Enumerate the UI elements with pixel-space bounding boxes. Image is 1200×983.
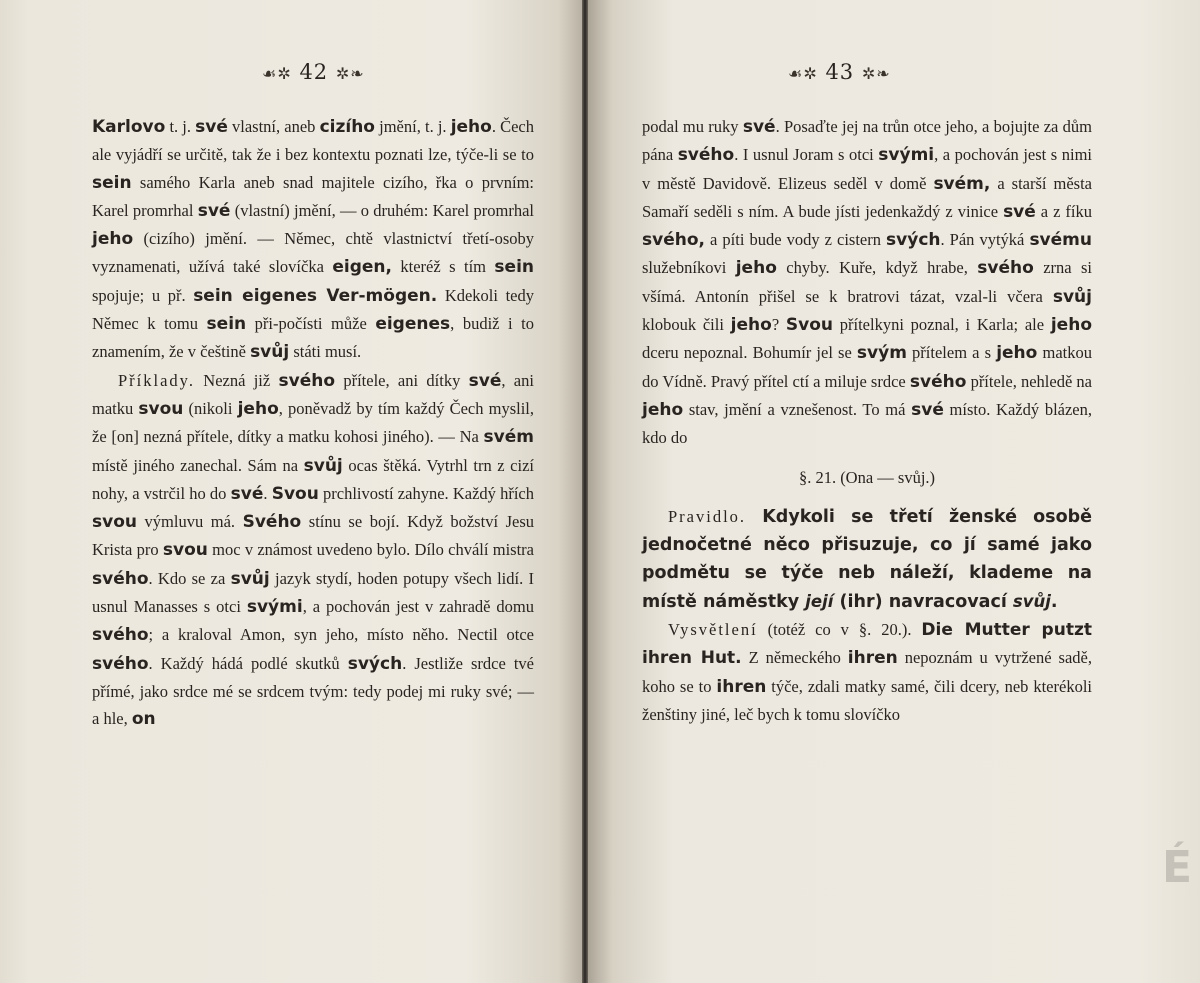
page-number: 42 (299, 60, 329, 84)
edge-mark: É (1161, 842, 1192, 893)
paragraph: Příklady. Nezná již svého přítele, ani dítky své, ani matku svou (nikoli jeho, poněvadž by tím každý Čech myslil, že [on] nezná přítele, dítky a matku kohosi jiného). — Na svém místě jiného zanechal. Sám na svůj ocas štěká. Vytrhl trn z cizí nohy, a vstrčil ho do své. Svou prchlivostí zahyne. Každý hřích svou výmluvu má. Svého stínu se bojí. Když božství Jesu Krista pro svou moc v známost uvedeno bylo. Dílo chválí mistra svého. Kdo se za svůj jazyk stydí, hoden potupy všech lidí. I usnul Manasses s otci svými, a pochován jest v zahradě domu svého; a kraloval Amon, syn jeho, místo něho. Nectil otce svého. Každý hádá podlé skutků svých. Jestliže srdce tvé přímé, jako srdce mé se srdcem tvým: tedy podej mi ruky své; — a hle, on (92, 370, 535, 730)
section-heading: §. 21. (Ona — svůj.) (798, 467, 936, 487)
rule-paragraph: Pravidlo. Kdykoli se třetí ženské osobě jednočetné něco přisuzuje, co jí samé jako podmětu se týče neb náleží, klademe na místě náměstky její (ihr) navracovací svůj. (642, 506, 1092, 612)
right-body-text (642, 113, 1092, 728)
page-header-42 (262, 60, 365, 84)
paragraph: Vysvětlení (totéž co v §. 20.). Die Mutter putzt ihren Hut. Z německého ihren nepoznám u vytržené sadě, koho se to ihren týče, zdali matky samé, čili dcery, neb kterékoli ženštiny jiné, leč bych k tomu slovíčko (642, 620, 1092, 724)
ornament-left-icon: ☙✲ (262, 64, 292, 83)
left-page (0, 0, 582, 983)
paragraph: Karlovo t. j. své vlastní, aneb cizího jmění, t. j. jeho. Čech ale vyjádří se určitě, tak že i bez kontextu poznati lze, týče-li se to sein samého Karla aneb snad majitele cizího, řka o prvním: Karel promrhal své (vlastní) jmění, — o druhém: Karel promrhal jeho (cizího) jmění. — Němec, chtě vlastnictví třetí-osoby vyznamenati, užívá také slovíčka eigen, kteréž s tím sein spojuje; u př. sein eigenes Ver-mögen. Kdekoli tedy Němec k tomu sein při-počísti může eigenes, budiž i to znamením, že v češtině svůj státi musí. (92, 117, 534, 363)
ornament-right-icon: ✲❧ (335, 64, 365, 83)
paragraph: podal mu ruky své. Posaďte jej na trůn otce jeho, a bojujte za dům pána svého. I usnul Joram s otci svými, a pochován jest s nimi v městě Davidově. Elizeus seděl v domě svém, a starší města Samaří seděli s ním. A bude jísti jedenkaždý z vinice své a z fíku svého, a píti bude vody z cistern svých. Pán vytýká svému služebníkovi jeho chyby. Kuře, když hrabe, svého zrna si všímá. Antonín přišel se k bratrovi tázat, vzal-li včera svůj klobouk čili jeho? Svou přítelkyni poznal, i Karla; ale jeho dceru nepoznal. Bohumír jel se svým přítelem a s jeho matkou do Vídně. Pravý přítel ctí a miluje srdce svého přítele, nehledě na jeho stav, jmění a vznešenost. To má své místo. Každý blázen, kdo do (642, 117, 1093, 448)
page-number: 43 (825, 60, 855, 84)
ornament-right-icon: ✲❧ (861, 64, 891, 83)
ornament-left-icon: ☙✲ (788, 64, 818, 83)
left-body-text (92, 113, 534, 734)
right-page (588, 0, 1200, 983)
page-header-43 (788, 60, 891, 84)
emph: Karlovo (92, 117, 166, 137)
